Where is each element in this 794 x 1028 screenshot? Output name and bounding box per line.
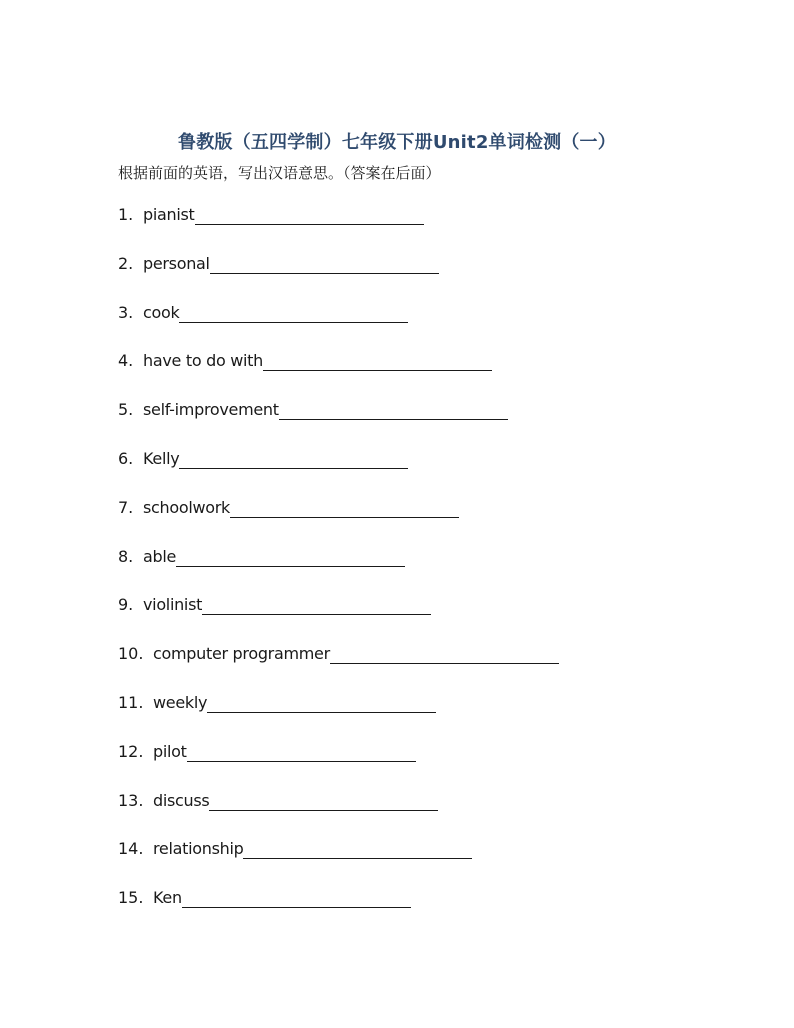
vocab-item (118, 791, 738, 840)
item-word: have to do with (143, 351, 263, 371)
item-number: 9. (118, 595, 134, 615)
vocab-item (118, 400, 738, 449)
vocab-item (118, 254, 738, 303)
item-number: 12. (118, 741, 144, 761)
answer-blank[interactable] (176, 547, 405, 567)
answer-blank[interactable] (279, 400, 508, 420)
answer-blank[interactable] (195, 205, 424, 225)
vocab-item (118, 449, 738, 498)
item-word: pianist (143, 205, 195, 224)
item-word: pilot (153, 741, 187, 761)
item-word: weekly (153, 692, 208, 712)
answer-blank[interactable] (187, 742, 416, 762)
vocab-item (118, 547, 738, 596)
item-word: violinist (143, 595, 203, 615)
item-number: 3. (118, 302, 134, 322)
worksheet-title: 鲁教版（五四学制）七年级下册Unit2单词检测（一） (178, 132, 616, 153)
item-word: personal (143, 253, 210, 273)
item-number: 10. (118, 644, 144, 664)
vocab-item (118, 351, 738, 400)
item-number: 6. (118, 448, 134, 468)
vocab-item (118, 644, 738, 693)
item-number: 15. (118, 888, 144, 908)
answer-blank[interactable] (182, 888, 411, 908)
vocab-item (118, 205, 738, 254)
vocab-item (118, 839, 738, 888)
vocab-item (118, 693, 738, 742)
vocab-item (118, 303, 738, 352)
answer-blank[interactable] (202, 595, 431, 615)
answer-blank[interactable] (209, 791, 438, 811)
item-word: Kelly (143, 448, 180, 468)
item-number: 2. (118, 253, 134, 273)
item-word: self-improvement (143, 400, 279, 420)
item-word: relationship (153, 839, 244, 859)
vocab-item (118, 742, 738, 791)
answer-blank[interactable] (243, 839, 472, 859)
answer-blank[interactable] (263, 351, 492, 371)
answer-blank[interactable] (210, 254, 439, 274)
item-number: 7. (118, 497, 134, 517)
instruction-text: 根据前面的英语，写出汉语意思。（答案在后面） (118, 164, 441, 182)
item-number: 8. (118, 546, 134, 566)
answer-blank[interactable] (179, 449, 408, 469)
item-word: discuss (153, 790, 210, 810)
vocab-item (118, 595, 738, 644)
item-number: 11. (118, 692, 144, 712)
item-number: 4. (118, 351, 134, 371)
answer-blank[interactable] (230, 498, 459, 518)
vocab-item (118, 498, 738, 547)
item-word: able (143, 546, 177, 566)
item-number: 1. (118, 205, 134, 224)
vocab-item (118, 888, 738, 937)
item-word: Ken (153, 888, 182, 908)
item-word: schoolwork (143, 497, 231, 517)
item-word: cook (143, 302, 180, 322)
item-number: 14. (118, 839, 144, 859)
answer-blank[interactable] (330, 644, 559, 664)
answer-blank[interactable] (179, 303, 408, 323)
vocabulary-list (118, 205, 738, 937)
answer-blank[interactable] (207, 693, 436, 713)
item-number: 13. (118, 790, 144, 810)
item-number: 5. (118, 400, 134, 420)
item-word: computer programmer (153, 644, 330, 664)
